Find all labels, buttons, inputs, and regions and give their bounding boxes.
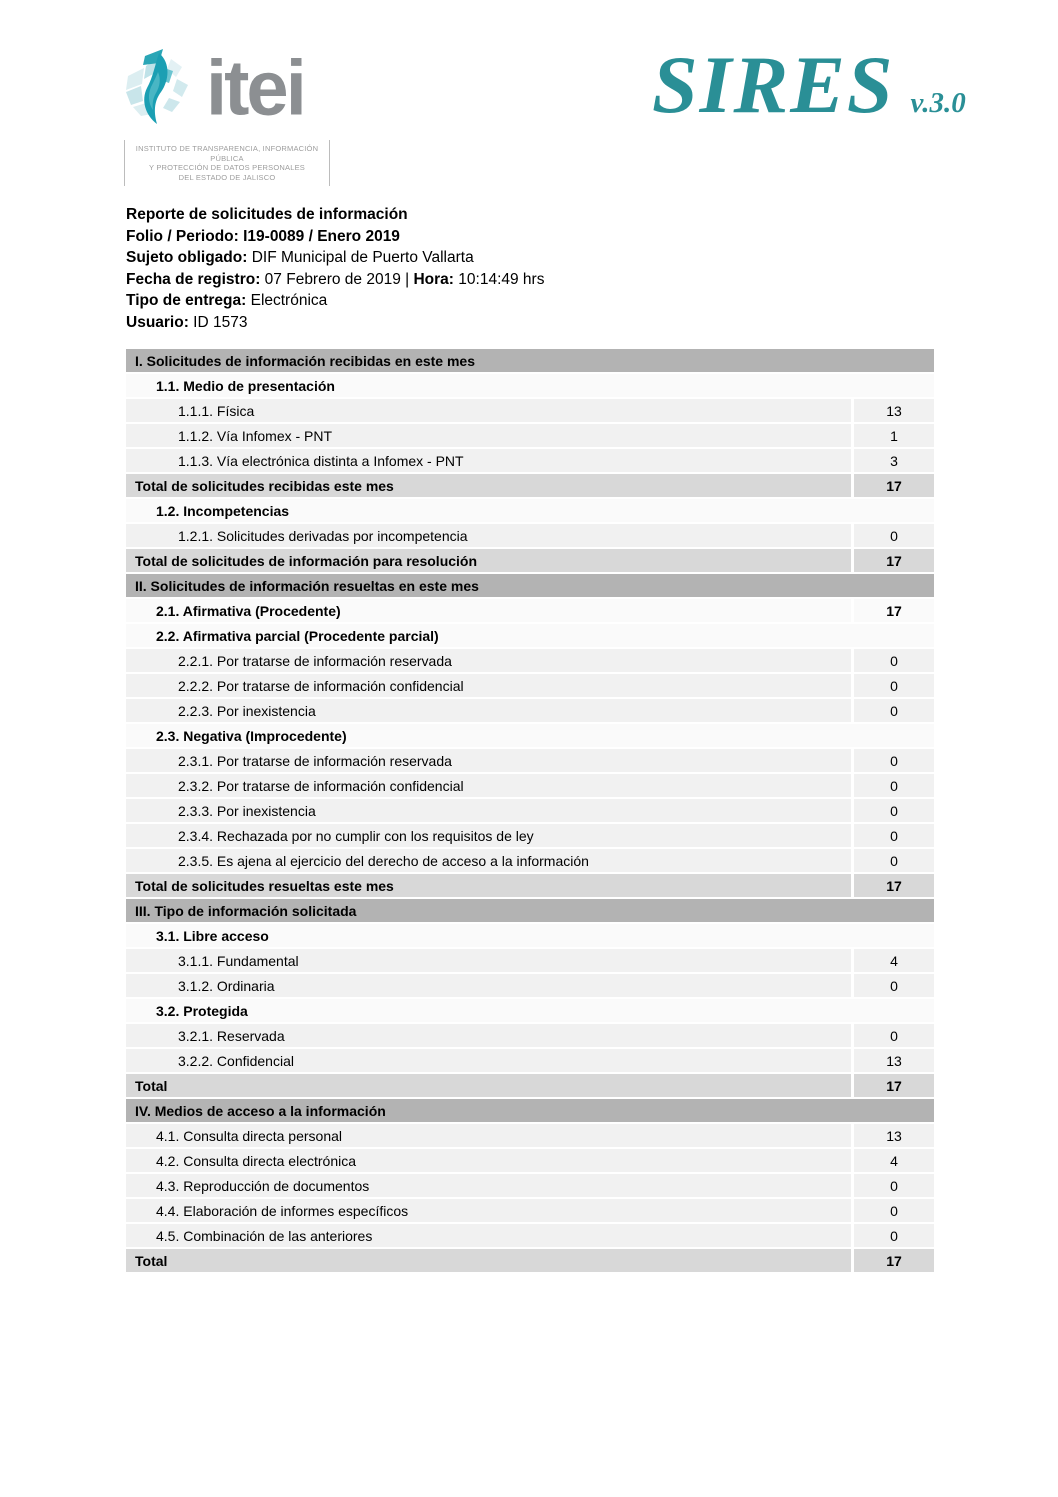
meta-label: Fecha de registro:	[126, 270, 261, 288]
caption-line: INSTITUTO DE TRANSPARENCIA, INFORMACIÓN PÚBLICA	[135, 144, 319, 163]
table-data-row	[126, 524, 934, 547]
row-label: 2.2.2. Por tratarse de información confidencial	[178, 677, 464, 694]
row-value: 17	[851, 474, 934, 497]
row-label: II. Solicitudes de información resueltas en este mes	[135, 577, 479, 594]
sires-logo	[652, 40, 966, 130]
table-subsection-row	[126, 499, 934, 522]
row-value: 3	[851, 449, 934, 472]
row-value	[854, 724, 934, 747]
table-data-row	[126, 849, 934, 872]
table-subsection-row	[126, 599, 934, 622]
row-value: 0	[851, 774, 934, 797]
row-value: 0	[851, 649, 934, 672]
row-value: 0	[851, 1199, 934, 1222]
meta-label: Sujeto obligado:	[126, 249, 248, 267]
table-section-row	[126, 899, 934, 922]
row-value: 17	[851, 1074, 934, 1097]
row-value: 13	[851, 1049, 934, 1072]
row-label: Total de solicitudes recibidas este mes	[135, 477, 394, 494]
table-total-row	[126, 1074, 934, 1097]
row-label: Total de solicitudes resueltas este mes	[135, 877, 394, 894]
row-label: 1.2. Incompetencias	[156, 502, 290, 519]
meta-value: Electrónica	[246, 292, 328, 310]
row-label: III. Tipo de información solicitada	[135, 902, 357, 919]
table-section-row	[126, 1099, 934, 1122]
row-value: 0	[851, 799, 934, 822]
row-value: 0	[851, 749, 934, 772]
row-value: 13	[851, 399, 934, 422]
row-label: 2.3. Negativa (Improcedente)	[156, 727, 347, 744]
table-subsection-row	[126, 374, 934, 397]
table-data-row	[126, 824, 934, 847]
meta-value: 07 Febrero de 2019 |	[260, 270, 414, 288]
row-label: 2.3.5. Es ajena al ejercicio del derecho de acceso a la información	[178, 852, 589, 869]
meta-value: DIF Municipal de Puerto Vallarta	[247, 249, 474, 267]
table-total-row	[126, 874, 934, 897]
row-label: 1.2.1. Solicitudes derivadas por incompetencia	[178, 527, 468, 544]
table-data-row	[126, 949, 934, 972]
row-label: 1.1.1. Física	[178, 402, 255, 419]
row-value: 0	[851, 524, 934, 547]
row-value	[854, 624, 934, 647]
row-value: 17	[851, 1249, 934, 1272]
row-value: 0	[851, 1024, 934, 1047]
table-data-row	[126, 649, 934, 672]
itei-logo	[124, 45, 330, 186]
table-total-row	[126, 474, 934, 497]
row-value: 0	[851, 824, 934, 847]
table-data-row	[126, 974, 934, 997]
table-subsection-row	[126, 924, 934, 947]
row-label: 2.2.1. Por tratarse de información reservada	[178, 652, 452, 669]
row-value: 17	[851, 874, 934, 897]
row-value: 4	[851, 949, 934, 972]
row-value: 0	[851, 1224, 934, 1247]
caption-line: Y PROTECCIÓN DE DATOS PERSONALES	[148, 163, 306, 172]
row-label: 2.3.4. Rechazada por no cumplir con los requisitos de ley	[178, 827, 534, 844]
caption-line: DEL ESTADO DE JALISCO	[178, 172, 276, 182]
row-label: 3.1. Libre acceso	[156, 927, 269, 944]
row-label: 1.1. Medio de presentación	[156, 377, 335, 394]
row-value	[854, 999, 934, 1022]
row-value	[854, 924, 934, 947]
caption-right-bar	[329, 140, 330, 186]
table-subsection-row	[126, 624, 934, 647]
meta-label: Folio / Periodo: I19-0089 / Enero 2019	[126, 227, 400, 245]
table-data-row	[126, 699, 934, 722]
itei-caption	[124, 140, 330, 186]
table-data-row	[126, 1124, 934, 1147]
row-label: Total	[135, 1252, 168, 1269]
table-data-row	[126, 1049, 934, 1072]
report-table	[126, 349, 934, 1274]
row-label: 3.1.1. Fundamental	[178, 952, 299, 969]
table-data-row	[126, 1149, 934, 1172]
row-value: 0	[851, 849, 934, 872]
meta-line	[126, 204, 544, 226]
meta-label: Hora:	[413, 270, 454, 288]
table-data-row	[126, 749, 934, 772]
row-value	[854, 1099, 934, 1122]
itei-globe-icon	[124, 48, 192, 130]
row-label: 2.3.3. Por inexistencia	[178, 802, 316, 819]
row-label: Total de solicitudes de información para resolución	[135, 552, 478, 569]
report-meta	[126, 204, 544, 334]
row-label: 4.5. Combinación de las anteriores	[156, 1227, 373, 1244]
meta-line	[126, 290, 544, 312]
row-label: 1.1.2. Vía Infomex - PNT	[178, 427, 333, 444]
row-label: IV. Medios de acceso a la información	[135, 1102, 386, 1119]
row-label: Total	[135, 1077, 168, 1094]
table-subsection-row	[126, 999, 934, 1022]
table-section-row	[126, 574, 934, 597]
row-value: 17	[851, 549, 934, 572]
table-data-row	[126, 1024, 934, 1047]
row-value	[854, 499, 934, 522]
table-data-row	[126, 674, 934, 697]
table-total-row	[126, 1249, 934, 1272]
row-value	[854, 374, 934, 397]
row-label: I. Solicitudes de información recibidas en este mes	[135, 352, 475, 369]
meta-line	[126, 269, 544, 291]
sires-version: v.3.0	[910, 87, 966, 119]
table-data-row	[126, 1224, 934, 1247]
table-section-row	[126, 349, 934, 372]
meta-value: ID 1573	[188, 313, 248, 331]
row-label: 2.3.1. Por tratarse de información reservada	[178, 752, 452, 769]
row-value: 13	[851, 1124, 934, 1147]
table-data-row	[126, 449, 934, 472]
row-value: 0	[851, 699, 934, 722]
meta-label: Tipo de entrega:	[126, 292, 247, 310]
row-value: 1	[851, 424, 934, 447]
row-label: 3.2.1. Reservada	[178, 1027, 285, 1044]
sires-wordmark: SIRES	[652, 39, 895, 130]
row-value	[854, 899, 934, 922]
table-total-row	[126, 549, 934, 572]
row-label: 2.1. Afirmativa (Procedente)	[156, 602, 341, 619]
itei-logo-top	[124, 45, 330, 132]
meta-label: Usuario:	[126, 313, 189, 331]
row-value	[854, 574, 934, 597]
table-data-row	[126, 799, 934, 822]
meta-value: 10:14:49 hrs	[453, 270, 545, 288]
row-label: 3.2. Protegida	[156, 1002, 248, 1019]
table-data-row	[126, 774, 934, 797]
row-label: 4.1. Consulta directa personal	[156, 1127, 342, 1144]
meta-line	[126, 226, 544, 248]
row-label: 1.1.3. Vía electrónica distinta a Infomex - PNT	[178, 452, 464, 469]
row-label: 4.4. Elaboración de informes específicos	[156, 1202, 409, 1219]
row-value	[854, 349, 934, 372]
meta-line	[126, 247, 544, 269]
table-data-row	[126, 424, 934, 447]
row-label: 4.2. Consulta directa electrónica	[156, 1152, 356, 1169]
table-subsection-row	[126, 724, 934, 747]
row-value: 0	[851, 1174, 934, 1197]
row-value: 0	[851, 974, 934, 997]
row-label: 2.2.3. Por inexistencia	[178, 702, 316, 719]
row-label: 3.2.2. Confidencial	[178, 1052, 294, 1069]
meta-line	[126, 312, 544, 334]
meta-label: Reporte de solicitudes de información	[126, 206, 408, 223]
row-label: 3.1.2. Ordinaria	[178, 977, 275, 994]
row-value: 17	[851, 599, 934, 622]
row-value: 0	[851, 674, 934, 697]
table-data-row	[126, 1199, 934, 1222]
row-label: 2.3.2. Por tratarse de información confidencial	[178, 777, 464, 794]
table-data-row	[126, 1174, 934, 1197]
itei-wordmark: itei	[206, 45, 304, 132]
row-label: 4.3. Reproducción de documentos	[156, 1177, 370, 1194]
row-value: 4	[851, 1149, 934, 1172]
row-label: 2.2. Afirmativa parcial (Procedente parcial)	[156, 627, 439, 644]
table-data-row	[126, 399, 934, 422]
itei-caption-lines	[125, 140, 329, 186]
